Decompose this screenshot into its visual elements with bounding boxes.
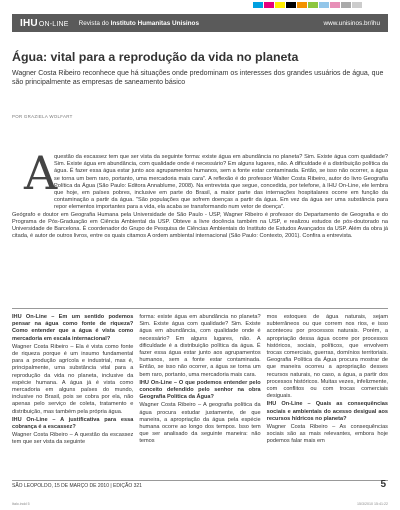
interview-column-1 — [12, 314, 133, 447]
interview-answer: forma: existe água em abundância no planeta? Sim. Existe água com qualidade? Sim. Existe água em abundância, com qualidade onde é necessário? Em alguns lugares, não. A dificuldade é a distribuição política da água. É fazer essa água estar junto aos agrupamentos humanos, sem a fonte estar contaminada. Então, se isso não ocorrer, a água se torna um bem raro, portanto, uma mercadoria mais cara. — [139, 314, 261, 378]
section-divider — [12, 308, 388, 309]
article-standfirst: Wagner Costa Ribeiro reconhece que há situações onde predominam os interesses dos grandes usuários de água, que são principalmente as empresas de saneamento básico — [12, 70, 384, 87]
slug-timestamp: 15/3/2010 15:41:22 — [357, 502, 388, 506]
interview-answer: Wagner Costa Ribeiro – As consequências sociais são as mais relevantes, embora hoje podemos falar mais em — [266, 424, 388, 445]
intro-paragraph: Geógrafo e doutor em Geografia Humana pela Universidade de São Paulo - USP, Wagner Ribeiro é professor do Departamento de Geografia e do Programa de Pós-Graduação em Ciência Ambiental da USP. Obteve a livre docência também na USP, e realizou estudos de pós-doutorado na Universidade de Barcelona. É coordenador do Grupo de Pesquisa de Ciências Ambientais do Instituto de Estudos Avançados da USP. Além da obra já citada, é autor de outros livros, entre os quais citamos A ordem ambiental internacional (São Paulo: Contexto, 2001). Confira a entrevista. — [12, 211, 388, 240]
color-swatch — [297, 2, 307, 8]
color-swatch — [275, 2, 285, 8]
interview-answer: mos estoques de água naturais, sejam subterrâneos ou que correm nos rios, e isso aconteceu por processos naturais. Porém, a apropriação dessa água ocorre por processos históricos, sociais, políticos, que envolvem trocas comerciais, guerras, domínios territoriais. Geografia Política da Água procura mostrar de que maneira ocorreu a apropriação desses recursos naturais, no caso, a água, a partir dos processos históricos. Muitas vezes, infelizmente, com conflitos ou com trocas comerciais desiguais. — [266, 314, 388, 400]
header-bar — [12, 14, 388, 32]
interview-answer: Wagner Costa Ribeiro – A questão da escassez tem que ser vista da seguinte — [12, 432, 134, 446]
color-swatch — [264, 2, 274, 8]
page-number: 5 — [380, 479, 386, 490]
article-byline: POR GRAZIELA WOLFART — [12, 114, 73, 119]
interview-column-3 — [267, 314, 388, 447]
intro-paragraph: questão da escassez tem que ser vista da seguinte forma: existe água em abundância no planeta? Sim. Existe água com qualidade? Sim. Existe água em abundância, com qualidade onde é necessário? Em alguns lugares, não. A dificuldade é a distribuição política da água. É fazer essa água estar junto aos agrupamentos humanos, sem a fonte estar contaminada. Então, se isso não ocorrer, a água se torna um bem raro, portanto, uma mercadoria mais cara". A reflexão é do professor Walter Costa Ribeiro, autor do livro Geografia Política da Água (São Paulo: Editora Annablume, 2008). Na entrevista que segue, concedida, por telefone, à IHU On-Line, ele lembra que hoje, em países pobres, inclusive em parte do Brasil, a maior parte das internações hospitalares ocorre em função da contaminação a partir da água. "São populações que sofrem doenças a partir da água. Em vez da água ser uma substância para repor elementos importantes para a vida, ela acaba se transformando num vetor de doença". — [54, 154, 388, 211]
ihu-logo: IHUON-LINE — [20, 17, 69, 29]
interview-column-2 — [139, 314, 260, 447]
interview-question: IHU On-Line – A justificativa para essa cobrança é a escassez? — [12, 416, 134, 431]
color-registration-swatches — [253, 2, 362, 8]
footer-divider — [12, 480, 388, 481]
article-intro — [12, 154, 388, 240]
color-swatch — [253, 2, 263, 8]
color-swatch — [341, 2, 351, 8]
color-swatch — [319, 2, 329, 8]
issue-line: SÃO LEOPOLDO, 15 DE MARÇO DE 2010 | EDIÇÃO 321 — [12, 483, 142, 489]
interview-question: IHU On-Line – Em um sentido podemos pensar na água como fonte de riqueza? Como entender que a água é vista como mercadoria em escala internacional? — [12, 314, 134, 342]
color-swatch — [308, 2, 318, 8]
color-swatch — [352, 2, 362, 8]
interview-question: IHU On-Line – O que podemos entender pelo conceito defendido pelo senhor na obra Geografia Política da Água? — [139, 379, 261, 401]
article-headline: Água: vital para a reprodução da vida no planeta — [12, 50, 299, 64]
header-description: Revista do Instituto Humanitas Unisinos — [78, 19, 200, 27]
interview-answer: Wagner Costa Ribeiro – Ela é vista como fonte de riqueza porque é um insumo fundamental para a produção agrícola e industrial, mas é, principalmente, uma substância vital para a reprodução da vida no planeta, inclusive da espécie humana. A água já é vista como mercadoria em alguns países do mundo, inclusive no Brasil, pois se cobra por ela, não apenas pelo serviço de coleta, tratamento e distribuição, mas também pela própria água. — [12, 343, 134, 415]
color-swatch — [286, 2, 296, 8]
interview-question: IHU On-Line – Quais as consequências sociais e ambientais do acesso desigual aos recursos hídricos no planeta? — [266, 401, 388, 422]
color-swatch — [330, 2, 340, 8]
interview-answer: Wagner Costa Ribeiro – A geografia política da água procura estudar justamente, de que maneira, a apropriação da água pela espécie humana ocorre ao longo dos tempos. Isso tem que ser analisado da seguinte maneira: não temos — [139, 402, 261, 445]
slug-file: Italo.indd 5 — [12, 502, 30, 506]
drop-cap: A — [24, 146, 58, 200]
print-slug — [0, 502, 400, 506]
interview-columns — [12, 314, 388, 447]
header-url: www.unisinos.br/ihu — [323, 19, 380, 27]
